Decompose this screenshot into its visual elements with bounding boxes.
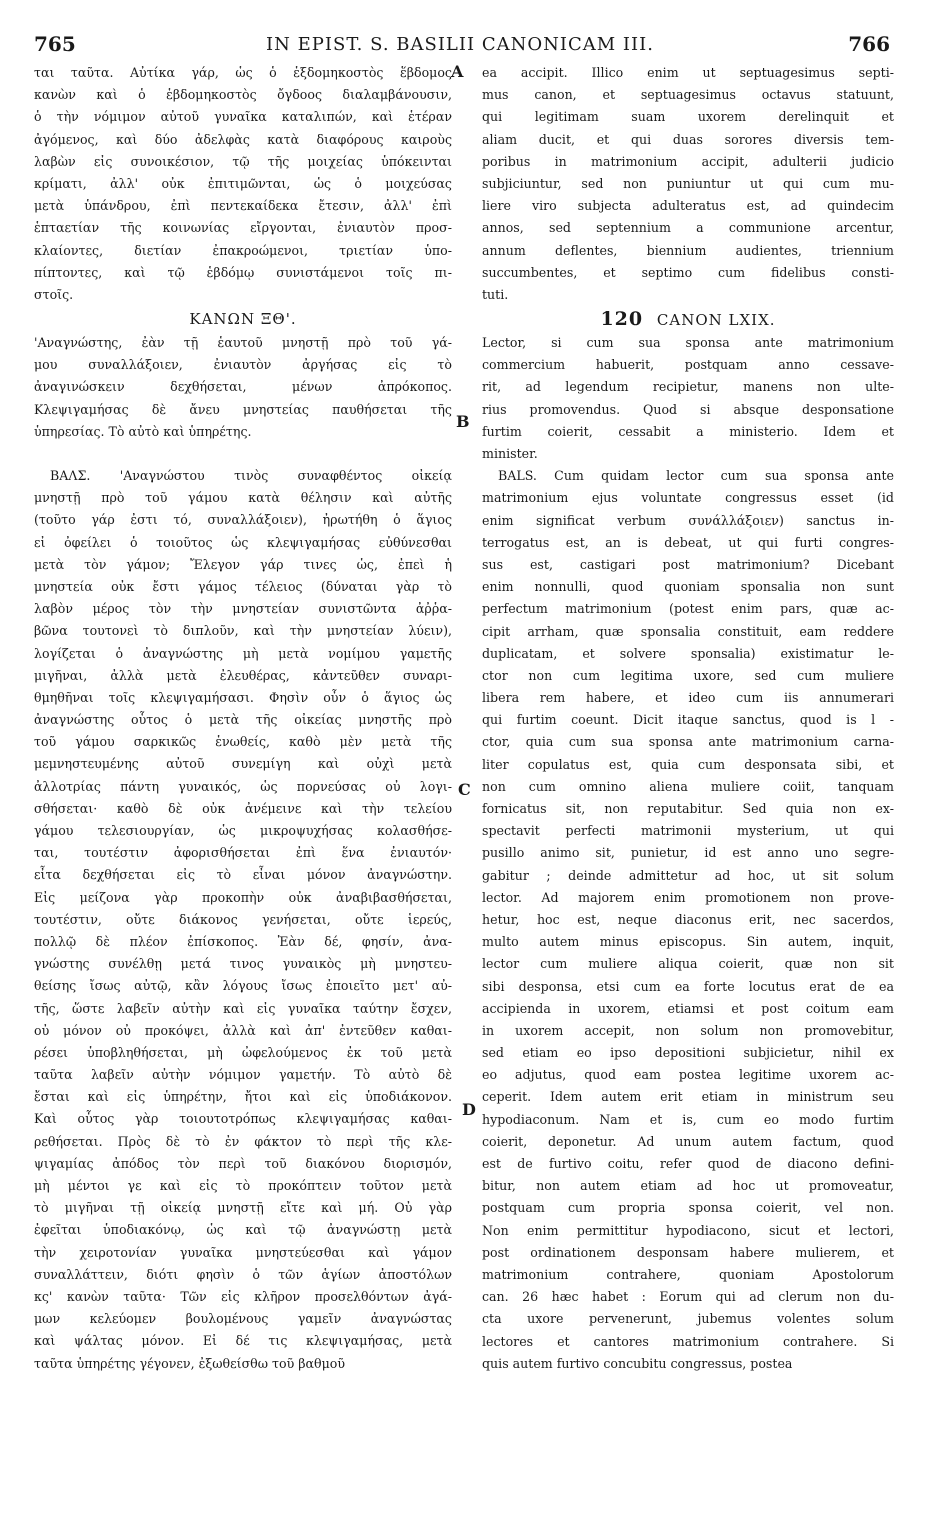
text-line: Κλεψιγαμήσας δὲ ἄνευ μνηστείας παυθήσεται τῆς	[34, 401, 452, 417]
text-line: 'Αναγνώστης, ἐὰν τῇ ἑαυτοῦ μνηστῇ πρὸ τοῦ γά-	[34, 335, 452, 351]
text-line: coierit, deponetur. Ad unum autem factum, quod	[482, 1133, 894, 1149]
greek-canon-text	[34, 332, 452, 443]
text-line: κς' κανὼν ταῦτα· Τῶν εἰς κλῆρον προσελθόντων ἀγά-	[34, 1288, 452, 1304]
text-line: βῶνα τουτονεὶ τὸ διπλοῦν, καὶ τὴν μνηστείαν λύειν),	[34, 623, 452, 639]
text-line: ea accipit. Illico enim ut septuagesimus septi-	[482, 65, 894, 80]
text-line: aliam ducit, et qui duas sorores diversis tem-	[482, 131, 894, 147]
text-line: hetur, hoc est, neque diaconus erit, nec sacerdos,	[482, 911, 894, 927]
section-marker-a: A	[451, 62, 464, 81]
text-line: BALS. Cum quidam lector cum sua sponsa ante	[498, 468, 894, 484]
latin-canon-number: 120	[600, 308, 644, 331]
text-line: μου συναλλάξοιεν, ἐνιαυτὸν ἀργήσας εἰς τὸ	[34, 357, 452, 373]
text-line: μὴ μέντοι γε καὶ εἰς τὸ προκόπτειν τοῦτον μετὰ	[34, 1178, 452, 1193]
text-line: ἀγόμενος, καὶ δύο ἀδελφὰς κατὰ διαφόρους καιροὺς	[34, 131, 452, 147]
text-line: ctor, quia cum sua sponsa ante matrimonium carna-	[482, 734, 894, 750]
text-line: succumbentes, et septimo cum fidelibus consti-	[482, 264, 894, 280]
running-title: IN EPIST. S. BASILII CANONICAM III.	[266, 34, 654, 55]
latin-canon-title: CANON LXIX.	[656, 311, 776, 330]
text-line: ΒΑΛΣ. 'Αναγνώστου τινὸς συναφθέντος οἰκείᾳ	[50, 468, 452, 483]
text-line: ταῦτα λαβεῖν αὐτὴν νόμιμον γαμετήν. Τὸ αὐτὸ δὲ	[34, 1067, 452, 1083]
text-line: μετὰ ὑπάνδρου, ἐπὶ πεντεκαίδεκα ἔτεσιν, ἀλλ' ἐπὶ	[34, 198, 452, 214]
text-line: ρέσει ὑποβληθήσεται, μὴ ὠφελούμενος ἐκ τοῦ μετὰ	[34, 1044, 452, 1060]
text-line: enim nonnulli, quod quoniam sponsalia non sunt	[482, 579, 894, 595]
text-line: ctor non cum legitima uxore, sed cum muliere	[482, 667, 894, 683]
text-line: γνώστης συνέλθῃ μετά τινος γυναικὸς μὴ μνηστευ-	[34, 956, 452, 972]
text-line: τουτέστιν, οὔτε διάκονος γενήσεται, οὔτε ἱερεύς,	[34, 911, 452, 927]
text-line: lector. Ad majorem enim promotionem non prove-	[482, 889, 894, 905]
text-line: eo adjutus, quod eam postea legitime uxorem ac-	[482, 1067, 894, 1083]
text-line: matrimonium ejus voluntate congressus esset (id	[482, 490, 894, 506]
text-line: κανὼν καὶ ὁ ἑβδομηκοστὸς ὄγδοος διαλαμβάνουσιν,	[34, 87, 452, 103]
text-line: in uxorem accepit, non solum non promovebitur,	[482, 1022, 894, 1038]
text-line: ἀναγινώσκειν δεχθήσεται, μένων ἀπρόκοπος.	[34, 379, 452, 395]
text-line: θμηθῆναι τοῖς κλεψιγαμήσασι. Φησὶν οὖν ὁ ἅγιος ὡς	[34, 689, 452, 705]
text-line: rit, ad legendum recipietur, manens non ulte-	[482, 379, 894, 395]
text-line: κρίματι, ἀλλ' οὐκ ἐπιτιμῶνται, ὡς ὁ μοιχεύσας	[34, 175, 452, 191]
text-line: rius promovendus. Quod si absque desponsatione	[482, 401, 894, 417]
text-line: σθήσεται· καθὸ δὲ οὐκ ἀνέμεινε καὶ τὴν τελείου	[34, 800, 452, 816]
text-line: μων κελεύομεν βουλομένους γαμεῖν ἀναγνώστας	[34, 1311, 452, 1327]
text-line: est de furtivo coitu, refer quod de diacono defini-	[482, 1156, 894, 1171]
text-line: postquam cum propria sponsa coierit, vel non.	[482, 1200, 894, 1216]
text-line: lector cum muliere aliqua coierit, quæ non sit	[482, 956, 894, 972]
text-line: perfectum matrimonium (potest enim pars, quæ ac-	[482, 601, 894, 617]
text-line: can. 26 hæc habet : Eorum qui ad clerum non du-	[482, 1289, 894, 1305]
text-line: duplicatam, et solvere sponsalia) existimatur le-	[482, 645, 894, 661]
text-line: πολλῷ δὲ πλέον ἐπίσκοπος. Ἐὰν δέ, φησίν, ἀνα-	[34, 933, 452, 949]
latin-canon-text	[482, 332, 894, 465]
text-line: gabitur ; deinde admittetur ad hoc, ut sit solum	[482, 867, 894, 883]
text-line: καὶ ψάλτας μόνον. Εἰ δέ τις κλεψιγαμήσας, μετὰ	[34, 1333, 452, 1349]
page-number-left: 765	[34, 32, 76, 56]
text-line: furtim coierit, cessabit a ministerio. Idem et	[482, 423, 894, 439]
text-line: sus est, castigari post matrimonium? Dicebant	[482, 556, 894, 572]
text-line: κλαίοντες, διετίαν ἐπακροώμενοι, τριετίαν ὑπο-	[34, 242, 452, 258]
text-line: ceperit. Idem autem erit etiam in ministrum seu	[482, 1089, 894, 1105]
text-line: εἰ ὀφείλει ὁ τοιοῦτος ὡς κλεψιγαμήσας εὐθύνεσθαι	[34, 534, 452, 550]
text-line: Lector, si cum sua sponsa ante matrimonium	[482, 335, 894, 351]
text-line: bitur, non autem etiam ad hoc ut promoveatur,	[482, 1178, 894, 1194]
text-line: liere viro subjecta adulteratus est, ad quindecim	[482, 198, 894, 214]
text-line: sibi desponsa, etsi cum ea forte locutus erat de ea	[482, 978, 894, 994]
text-line: πίπτοντες, καὶ τῷ ἑβδόμῳ συνιστάμενοι τοῖς πι-	[34, 264, 452, 280]
text-line: τὸ μιγῆναι τῇ οἰκείᾳ μνηστῇ εἴτε καὶ μή. Οὐ γὰρ	[34, 1200, 452, 1216]
text-line: cta uxore pervenerunt, jubemus volentes solum	[482, 1311, 894, 1327]
text-line: ρεθήσεται. Πρὸς δὲ τὸ ἐν φάκτον τὸ περὶ τῆς κλε-	[34, 1133, 452, 1149]
text-line: fornicatus sit, non reputabitur. Sed quia non ex-	[482, 801, 894, 816]
text-line: ται, τουτέστιν ἀφορισθήσεται ἐπὶ ἕνα ἐνιαυτόν·	[34, 845, 452, 861]
text-line: Non enim permittitur hypodiacono, sicut et lectori,	[482, 1222, 894, 1238]
text-line: qui legitimam suam uxorem derelinquit et	[482, 109, 894, 125]
text-line: accipienda in uxorem, etiamsi et post coitum eam	[482, 1000, 894, 1016]
text-line: λαβὼν εἰς συνοικέσιον, τῷ τῆς μοιχείας ὑπόκεινται	[34, 153, 452, 169]
text-line: annos, sed septennium a communione arcentur,	[482, 220, 894, 236]
text-line: multo autem minus episcopus. Sin autem, inquit,	[482, 934, 894, 950]
text-line: τὴν χειροτονίαν γυναῖκα μνηστεύεσθαι καὶ γάμον	[34, 1244, 452, 1260]
text-line: μνηστῇ πρὸ τοῦ γάμου κατὰ θέλησιν καὶ αὐτῆς	[34, 490, 452, 506]
text-line: terrogatus est, an is debeat, ut qui furti congres-	[482, 534, 894, 550]
text-line: ται ταῦτα. Αὐτίκα γάρ, ὡς ὁ ἑξδομηκοστὸς ἕβδομος	[34, 65, 452, 80]
text-line: post ordinationem desponsam habere mulierem, et	[482, 1244, 894, 1260]
text-line: μεμνηστευμένης αὐτοῦ συνεμίγη καὶ οὐχὶ μετὰ	[34, 756, 452, 772]
text-line: subjiciuntur, sed non puniuntur ut qui cum mu-	[482, 175, 894, 191]
text-line: hypodiaconum. Nam et is, cum eo modo furtim	[482, 1111, 894, 1127]
text-line: liter copulatus est, quia cum desponsata sibi, et	[482, 756, 894, 772]
text-line: commercium habuerit, postquam anno cessave-	[482, 357, 894, 373]
text-line: Καὶ οὗτος γὰρ τοιουτοτρόπως κλεψιγαμήσας καθαι-	[34, 1111, 452, 1127]
text-line: spectavit perfecti matrimonii mysterium, ut qui	[482, 823, 894, 839]
text-line: τοῦ γάμου σαρκικῶς ἑνωθείς, καθὸ μὲν μετὰ τῆς	[34, 734, 452, 750]
text-line: θείσης ἴσως αὐτῷ, κἂν λόγους ἴσως ἐποιεῖτο μετ' αὐ-	[34, 978, 452, 994]
text-line: ἀναγνώστης οὗτος ὁ μετὰ τῆς οἰκείας μνηστῆς πρὸ	[34, 712, 452, 728]
greek-commentary	[34, 465, 452, 1375]
text-line: ἀλλοτρίας πάντη γυναικός, ὡς πορνεύσας οὐ λογι-	[34, 778, 452, 794]
text-line: ἐφεῖται ὑποδιακόνῳ, ὡς καὶ τῷ ἀναγνώστῃ μετὰ	[34, 1222, 452, 1238]
text-line: μετὰ τὸν γάμον; Ἔλεγον γάρ τινες ὡς, ἐπεὶ ἡ	[34, 556, 452, 572]
text-line: qui furtim coeunt. Dicit itaque sanctus, quod is l -	[482, 712, 894, 728]
text-line: (τοῦτο γάρ ἐστι τό, συναλλάξοιεν), ἠρωτήθη ὁ ἅγιος	[34, 512, 452, 528]
text-line: ὑπηρεσίας. Τὸ αὐτὸ καὶ ὑπηρέτης.	[34, 423, 252, 439]
text-line: annum deflentes, biennium audientes, triennium	[482, 242, 894, 258]
page-number-right: 766	[848, 32, 890, 56]
text-line: lectores et cantores matrimonium contrahere. Si	[482, 1333, 894, 1349]
text-line: mus canon, et septuagesimus octavus statuunt,	[482, 87, 894, 103]
text-line: ἔσται καὶ εἰς ὑπηρέτην, ἤτοι καὶ εἰς ὑποδιάκονον.	[34, 1089, 452, 1105]
greek-column	[34, 62, 452, 1375]
text-line: tuti.	[482, 286, 509, 302]
text-line: Εἰς μείζονα γὰρ προκοπὴν οὐκ ἀναβιβασθήσεται,	[34, 889, 452, 905]
section-marker-b: B	[456, 412, 470, 431]
text-line: non cum omnino aliena muliere coiit, tanquam	[482, 778, 894, 794]
page-header	[30, 30, 890, 60]
text-line: οὐ μόνον οὐ προκόψει, ἀλλὰ καὶ ἀπ' ἐντεῦθεν καθαι-	[34, 1022, 452, 1038]
text-line: ταῦτα ὑπηρέτης γέγονεν, ἐξωθείσθω τοῦ βαθμοῦ	[34, 1355, 346, 1371]
text-line: quis autem furtivo concubitu congressus, postea	[482, 1355, 793, 1371]
text-line: στοῖς.	[34, 286, 74, 302]
text-line: συναλλάττειν, διότι φησὶν ὁ τῶν ἁγίων ἀποστόλων	[34, 1266, 452, 1282]
latin-commentary	[482, 465, 894, 1375]
text-line: τῆς, ὥστε λαβεῖν αὐτὴν καὶ εἰς γυναῖκα ταύτην ἔσχεν,	[34, 1000, 452, 1016]
latin-column	[482, 62, 894, 1375]
text-line: μνηστεία οὐκ ἔστι γάμος τέλειος (δύναται γὰρ τὸ	[34, 578, 452, 594]
greek-canon-title: ΚΑΝΩΝ ΞΘ'.	[189, 310, 297, 329]
text-line: matrimonium contrahere, quoniam Apostolorum	[482, 1266, 894, 1282]
text-line: ψιγαμίας ἀπόδος τὸν περὶ τοῦ διακόνου διορισμόν,	[34, 1155, 452, 1171]
text-line: λογίζεται ὁ ἀναγνώστης μὴ μετὰ νομίμου γαμετῆς	[34, 645, 452, 661]
text-line: ἑπταετίαν τῆς κοινωνίας εἴργονται, ἐνιαυτὸν προσ-	[34, 220, 452, 236]
latin-preceding-text	[482, 62, 894, 306]
text-line: λαβὸν μέρος τὸν τὴν μνηστείαν συνιστῶντα ἀῤῥα-	[34, 601, 452, 617]
text-line: cipit arrham, quæ sponsalia constituit, eam reddere	[482, 623, 894, 639]
text-line: libera rem habere, et ideo cum iis annumerari	[482, 690, 894, 706]
section-marker-c: C	[458, 780, 471, 799]
latin-canon-heading	[482, 306, 894, 332]
text-line: enim significat verbum συνάλλάξοιεν) sanctus in-	[482, 512, 894, 528]
text-line: γάμου τελεσιουργίαν, ὡς μικροψυχήσας κολασθήσε-	[34, 823, 452, 838]
text-line: μιγῆναι, ἀλλὰ μετὰ ἐλευθέρας, κἀντεῦθεν συναρι-	[34, 667, 452, 683]
text-line: minister.	[482, 446, 538, 461]
text-line: pusillo animo sit, punietur, id est anno uno segre-	[482, 845, 894, 861]
text-line: sed etiam eo ipso depositioni subjicietur, nihil ex	[482, 1045, 894, 1061]
text-line: poribus in matrimonium accipit, adulterii judicio	[482, 153, 894, 169]
text-line: εἶτα δεχθήσεται εἰς τὸ εἶναι μόνον ἀναγνώστην.	[34, 867, 452, 883]
section-marker-d: D	[462, 1100, 476, 1119]
greek-preceding-text	[34, 62, 452, 306]
text-line: ὁ τὴν νόμιμον αὐτοῦ γυναῖκα καταλιπών, καὶ ἑτέραν	[34, 109, 452, 125]
